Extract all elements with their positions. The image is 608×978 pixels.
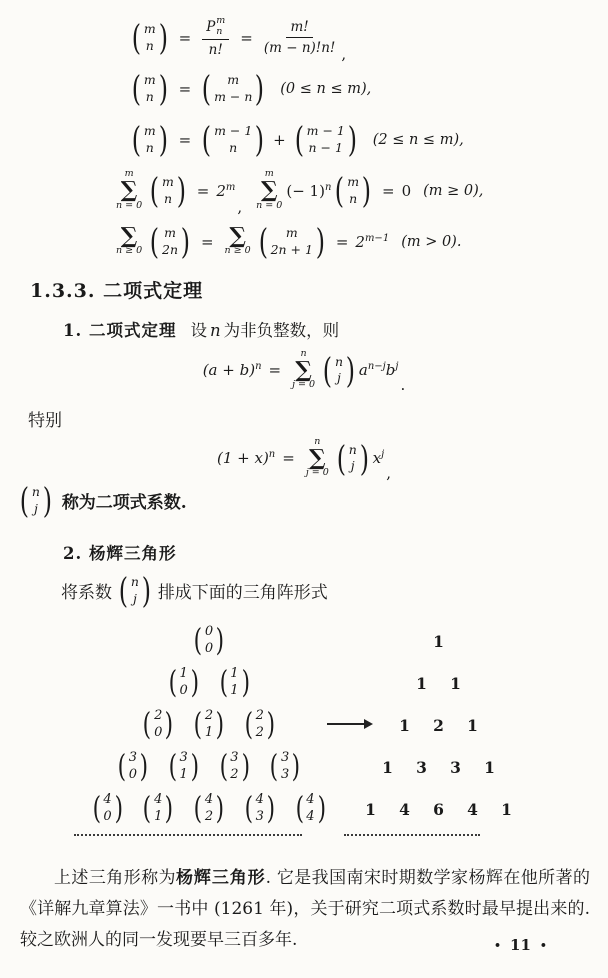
binom-top: 4 <box>306 792 315 808</box>
left-paren-glyph: ( <box>149 221 160 262</box>
binomial-coefficient <box>130 17 170 58</box>
item-label: 2. 杨辉三角形 <box>63 544 177 563</box>
pascal-number: 3 <box>416 757 427 777</box>
binomial-coefficient <box>243 792 277 826</box>
right-paren-glyph: ) <box>114 790 123 827</box>
binomial-coefficient <box>130 119 170 160</box>
formula-binomial-factorial <box>112 12 483 63</box>
lhs: $(a + b)^n$ <box>202 361 262 379</box>
binom-triangle <box>78 620 340 830</box>
pascal-number: 1 <box>501 799 512 819</box>
pascal-number: 1 <box>484 757 495 777</box>
item-binomial-theorem <box>63 317 339 341</box>
right-dot: • <box>539 938 547 952</box>
sigma-glyph: ∑ <box>295 356 312 383</box>
pascal-number: 1 <box>382 757 393 777</box>
binom-bottom: n <box>229 139 238 155</box>
right-paren-glyph: ) <box>215 622 225 659</box>
special-case-label: 特别 <box>28 411 62 431</box>
left-paren-glyph: ( <box>143 790 152 827</box>
right-paren-glyph: ) <box>255 119 265 160</box>
right-paren-glyph: ) <box>215 706 225 743</box>
condition: (2 ≤ n ≤ m), <box>372 131 464 148</box>
right-paren-glyph: ) <box>315 221 326 262</box>
combinatorial-identities <box>112 12 483 267</box>
binomial-coefficient <box>116 750 150 784</box>
left-dot: • <box>494 938 502 952</box>
section-title: 二项式定理 <box>103 280 204 302</box>
para-rest: . 它是我国南宋时期数学家杨辉在他所著的《详解九章算法》一书中 (1261 年)，关于研究二项式系数时最早提出来的. 较之欧洲人的同一发现要早三百多年. <box>20 868 591 950</box>
binom-top: 3 <box>280 750 290 766</box>
fraction-factorial <box>264 18 335 57</box>
pascal-number: 3 <box>450 757 461 777</box>
sigma-glyph: ∑ <box>260 177 278 204</box>
binom-top: m <box>143 21 156 37</box>
binomial-coefficient <box>167 666 201 700</box>
binomial-coefficient <box>200 119 266 160</box>
left-paren-glyph: ( <box>258 221 268 262</box>
binom-bottom: n <box>145 139 154 155</box>
right-paren-glyph: ) <box>241 664 250 701</box>
left-paren-glyph: ( <box>168 664 177 701</box>
formula-pascal-rule <box>112 114 483 165</box>
right-paren-glyph: ) <box>141 570 152 611</box>
binomial-coefficient <box>293 119 359 160</box>
condition: (m > 0). <box>401 233 462 250</box>
binom-top: 2 <box>204 708 214 724</box>
para-lead: 上述三角形称为 <box>54 868 176 888</box>
exponent: j <box>395 361 399 372</box>
binomial-theorem-formula <box>0 346 608 394</box>
left-paren-glyph: ( <box>117 748 127 785</box>
lhs: $(1 + x)^n$ <box>216 449 276 467</box>
left-paren-glyph: ( <box>193 622 203 659</box>
pascal-number: 1 <box>365 799 376 819</box>
sigma-glyph: ∑ <box>120 222 138 249</box>
left-paren-glyph: ( <box>294 119 304 160</box>
pascal-number: 1 <box>433 631 444 651</box>
binomial-coefficient <box>91 792 125 826</box>
sum-upper-limit: n <box>300 347 307 359</box>
equals-sign: = <box>200 232 214 251</box>
right-paren-glyph: ) <box>266 706 275 743</box>
right-paren-glyph: ) <box>158 17 168 58</box>
binomial-coefficient <box>192 792 226 826</box>
exponent: n <box>268 449 276 460</box>
left-paren-glyph: ( <box>201 68 212 109</box>
left-paren-glyph: ( <box>131 119 142 160</box>
p-superscript: m <box>216 14 226 26</box>
binom-top: n <box>31 484 40 500</box>
right-paren-glyph: ) <box>291 748 301 785</box>
pascal-number-triangle <box>366 620 511 830</box>
binom-top: 4 <box>204 792 214 808</box>
right-paren-glyph: ) <box>165 706 174 743</box>
exponent: m <box>225 181 236 193</box>
plus-sign: + <box>273 130 286 149</box>
left-paren-glyph: ( <box>219 748 228 785</box>
binom-top: n <box>348 441 357 457</box>
binom-bottom: n − 1 <box>308 139 343 155</box>
binom-bottom: n <box>145 37 154 53</box>
binomial-coefficient <box>167 750 201 784</box>
sum-lower-limit: n = 0 <box>116 199 143 211</box>
left-paren-glyph: ( <box>295 790 304 827</box>
left-paren-glyph: ( <box>193 790 203 827</box>
binom-top: m − 1 <box>306 123 345 139</box>
binom-top: m <box>227 72 240 88</box>
right-paren-glyph: ) <box>190 664 199 701</box>
fraction-numerator: m! <box>290 18 309 35</box>
b-term: $b^j$ <box>385 361 399 379</box>
binom-top: 2 <box>154 708 163 724</box>
binom-top: 3 <box>230 750 239 766</box>
binom-top: m <box>285 225 298 241</box>
binom-bottom: 4 <box>306 809 315 824</box>
summation <box>224 222 251 258</box>
binom-bottom: 0 <box>128 767 138 782</box>
right-paren-glyph: ) <box>139 748 149 785</box>
binomial-coefficient <box>18 480 54 521</box>
binom-top: m <box>143 72 156 88</box>
arrange-sentence <box>61 570 328 611</box>
right-paren-glyph: ) <box>158 68 168 109</box>
equals-sign: = <box>282 449 295 467</box>
binom-top: 4 <box>255 792 264 808</box>
left-paren-glyph: ( <box>118 570 129 611</box>
binomial-coefficient <box>192 708 226 742</box>
left-paren-glyph: ( <box>335 170 345 211</box>
left-paren-glyph: ( <box>201 119 212 160</box>
binomial-coefficient <box>218 750 252 784</box>
binom-bottom: 1 <box>204 725 214 740</box>
left-paren-glyph: ( <box>336 437 346 479</box>
binom-triangle-row <box>78 746 340 788</box>
right-paren-glyph: ) <box>180 221 191 262</box>
left-paren-glyph: ( <box>193 706 203 743</box>
binom-bottom: 0 <box>179 683 188 698</box>
right-paren-glyph: ) <box>42 480 53 521</box>
binom-top: n <box>334 353 344 369</box>
zero-value: 0 <box>401 181 412 200</box>
binomial-coefficient <box>321 349 357 391</box>
binom-bottom: j <box>132 590 137 606</box>
right-paren-glyph: ) <box>158 119 168 160</box>
binomial-coefficient <box>268 750 302 784</box>
dotted-separator-left <box>74 834 302 836</box>
fraction-permutation <box>202 16 229 59</box>
summation <box>292 349 315 392</box>
right-paren-glyph: ) <box>359 437 369 479</box>
binom-top: m <box>143 123 156 139</box>
pascal-number-row <box>366 662 511 704</box>
binom-bottom: n <box>163 190 172 206</box>
equals-sign: = <box>178 28 192 47</box>
binom-bottom: 0 <box>204 641 214 656</box>
binom-bottom: 1 <box>179 767 188 782</box>
left-paren-glyph: ( <box>244 790 253 827</box>
formula-sum-2m <box>112 165 483 216</box>
coefficient-note-text: 称为二项式系数. <box>61 493 187 513</box>
sigma-glyph: ∑ <box>120 177 138 204</box>
right-paren-glyph: ) <box>266 790 275 827</box>
right-arrow-icon <box>327 723 371 725</box>
pascal-number: 1 <box>467 715 478 735</box>
formula-even-odd-sums <box>112 216 483 267</box>
pascal-number: 1 <box>416 673 427 693</box>
left-paren-glyph: ( <box>149 170 160 211</box>
equals-sign: = <box>268 361 282 379</box>
right-paren-glyph: ) <box>345 349 356 391</box>
formula-symmetry <box>112 63 483 114</box>
binomial-coefficient <box>335 437 371 479</box>
left-paren-glyph: ( <box>244 706 253 743</box>
binomial-coefficient <box>333 170 373 211</box>
binom-top: 2 <box>255 708 264 724</box>
binomial-coefficient <box>192 624 226 658</box>
binomial-coefficient <box>200 68 266 109</box>
binom-bottom: 1 <box>154 809 163 824</box>
pascal-number: 6 <box>433 799 444 819</box>
binom-bottom: j <box>350 458 355 473</box>
left-paren-glyph: ( <box>168 748 177 785</box>
binom-triangle-row <box>78 704 340 746</box>
section-number: 1.3.3. <box>30 280 96 302</box>
sum-upper-limit: m <box>124 168 134 180</box>
equals-sign: = <box>240 28 253 47</box>
pascal-number: 4 <box>399 799 410 819</box>
binom-top: n <box>130 574 139 590</box>
sigma-glyph: ∑ <box>229 222 246 249</box>
binom-bottom: n <box>349 190 358 206</box>
binom-top: 3 <box>179 750 188 766</box>
binom-top: m <box>162 174 174 190</box>
condition: (m ≥ 0), <box>423 182 484 199</box>
right-paren-glyph: ) <box>347 119 357 160</box>
binomial-coefficient <box>130 68 170 109</box>
binom-triangle-row <box>78 620 340 662</box>
dotted-separator-right <box>344 834 480 836</box>
right-paren-glyph: ) <box>165 790 174 827</box>
binom-top: m − 1 <box>214 123 253 139</box>
binom-bottom: j <box>33 500 38 516</box>
section-heading <box>30 276 203 303</box>
pascal-number-row <box>366 788 511 830</box>
summation <box>306 437 329 480</box>
binomial-coefficient <box>141 708 175 742</box>
binomial-coefficient <box>148 170 188 211</box>
exponent: m−1 <box>364 232 390 244</box>
sum-lower-limit: n = 0 <box>256 199 283 211</box>
comma: , <box>341 45 347 63</box>
binom-top: 4 <box>103 792 112 808</box>
left-paren-glyph: ( <box>322 349 333 391</box>
equals-sign: = <box>335 232 349 251</box>
power-term: $2^{m-1}$ <box>355 232 390 251</box>
pascal-number-row <box>366 746 511 788</box>
pascal-number-row <box>366 704 511 746</box>
binom-bottom: m − n <box>214 88 253 104</box>
binomial-coefficient <box>141 792 175 826</box>
equals-sign: = <box>178 79 192 98</box>
binom-top: m <box>347 174 360 190</box>
fraction-denominator: n! <box>208 41 223 58</box>
sigma-glyph: ∑ <box>309 444 326 471</box>
p-subscript: n <box>216 25 223 37</box>
binom-bottom: 2n <box>162 241 179 257</box>
sum-lower-limit: j = 0 <box>305 467 329 479</box>
item-yanghui-triangle <box>63 540 176 564</box>
permutation-symbol: P <box>206 18 216 35</box>
binom-bottom: 3 <box>255 809 264 824</box>
sum-upper-limit: n <box>314 435 321 447</box>
binom-bottom: 2 <box>255 725 264 740</box>
binomial-coefficient <box>257 221 327 262</box>
binomial-coefficient <box>294 792 328 826</box>
page-number-value: 11 <box>510 936 531 954</box>
binom-top: m <box>164 225 176 241</box>
right-paren-glyph: ) <box>361 170 372 211</box>
binomial-coefficient <box>117 570 153 611</box>
item-label: 1. 二项式定理 <box>63 321 177 340</box>
comma: , <box>237 198 243 216</box>
binom-triangle-row <box>78 788 340 830</box>
equals-sign: = <box>178 130 192 149</box>
x-term: $x^j$ <box>372 449 385 467</box>
arrange-post-text: 排成下面的三角阵形式 <box>157 583 328 603</box>
binom-bottom: 1 <box>230 683 239 698</box>
binom-bottom: 3 <box>280 767 290 782</box>
left-paren-glyph: ( <box>131 17 142 58</box>
pascal-number: 4 <box>467 799 478 819</box>
alternating-term: (− 1)$^n$ <box>286 181 332 200</box>
binom-bottom: 2 <box>204 809 214 824</box>
equals-sign: = <box>196 181 210 200</box>
condition: (0 ≤ n ≤ m), <box>280 80 372 97</box>
pascal-number: 1 <box>450 673 461 693</box>
left-paren-glyph: ( <box>269 748 279 785</box>
coefficient-note <box>16 480 187 521</box>
binom-bottom: n <box>145 88 154 104</box>
pascal-number-row <box>366 620 511 662</box>
right-paren-glyph: ) <box>255 68 265 109</box>
binomial-coefficient <box>218 666 252 700</box>
sum-upper-limit: m <box>264 168 274 180</box>
exponent: n <box>255 361 262 372</box>
right-paren-glyph: ) <box>317 790 326 827</box>
variable-n: n <box>209 321 221 340</box>
left-paren-glyph: ( <box>131 68 142 109</box>
pascal-number: 1 <box>399 715 410 735</box>
binomial-coefficient <box>243 708 277 742</box>
binom-top: 4 <box>154 792 163 808</box>
binom-top: 1 <box>179 666 188 682</box>
exponent: n−j <box>367 361 386 372</box>
para-bold-term: 杨辉三角形 <box>175 868 266 888</box>
a-term: $a^{n-j}$ <box>358 361 386 379</box>
left-paren-glyph: ( <box>219 664 228 701</box>
binom-bottom: j <box>337 370 341 385</box>
right-paren-glyph: ) <box>176 170 186 211</box>
power-term: 2$^m$ <box>216 181 236 200</box>
binom-triangle-row <box>78 662 340 704</box>
summation <box>116 222 143 258</box>
arrange-pre-text: 将系数 <box>61 583 112 603</box>
right-paren-glyph: ) <box>241 748 250 785</box>
binom-bottom: 0 <box>154 725 163 740</box>
left-paren-glyph: ( <box>19 480 30 521</box>
right-paren-glyph: ) <box>215 790 225 827</box>
binom-top: 1 <box>230 666 239 682</box>
exponent: j <box>381 449 385 460</box>
special-case-formula <box>0 434 608 482</box>
exponent: n <box>324 181 332 193</box>
sum-lower-limit: n ≥ 0 <box>224 245 251 257</box>
left-paren-glyph: ( <box>92 790 101 827</box>
binom-top: 0 <box>204 624 214 640</box>
period: . <box>400 376 406 394</box>
binomial-coefficient <box>148 221 192 262</box>
binom-bottom: 2 <box>230 767 239 782</box>
left-paren-glyph: ( <box>143 706 152 743</box>
pascal-number: 2 <box>433 715 444 735</box>
equals-sign: = <box>382 181 395 200</box>
summation <box>256 169 282 212</box>
binom-bottom: 0 <box>103 809 112 824</box>
item-text: 设 n 为非负整数，则 <box>190 321 340 340</box>
comma: , <box>386 464 391 482</box>
sum-lower-limit: n ≥ 0 <box>116 245 143 257</box>
binom-bottom: 2n + 1 <box>270 241 313 257</box>
fraction-denominator: (m − n)!n! <box>263 40 336 56</box>
page-number <box>494 936 547 954</box>
right-paren-glyph: ) <box>190 748 199 785</box>
summation <box>116 169 142 212</box>
binom-top: 3 <box>128 750 138 766</box>
sum-lower-limit: j = 0 <box>292 379 316 391</box>
